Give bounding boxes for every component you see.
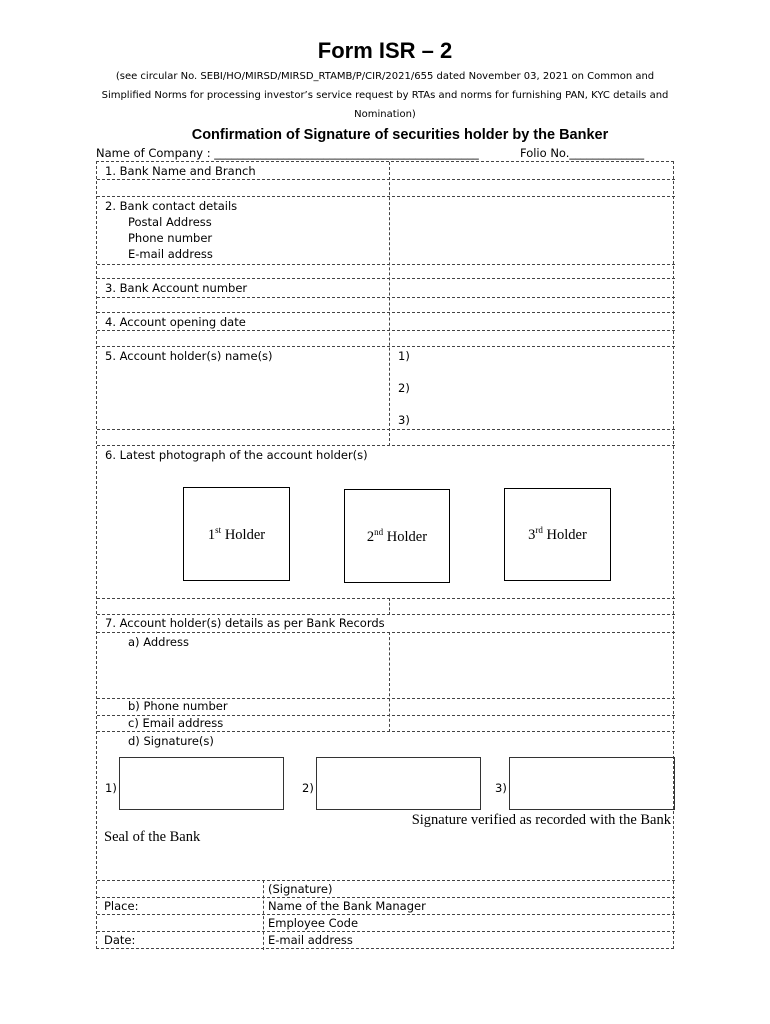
row-line xyxy=(97,914,675,915)
row-line xyxy=(97,346,675,347)
address-label: a) Address xyxy=(128,635,189,649)
account-number-label: 3. Bank Account number xyxy=(105,281,248,295)
bank-records-label: 7. Account holder(s) details as per Bank Records xyxy=(105,616,385,630)
holder-email-label: c) Email address xyxy=(128,716,224,730)
holder-name-1-field[interactable]: 1) xyxy=(398,349,410,363)
column-divider xyxy=(389,598,390,615)
company-line xyxy=(96,146,676,160)
signature-box-1[interactable] xyxy=(119,757,284,810)
folio-field[interactable]: Folio No._____________ xyxy=(520,146,645,160)
account-holder-names-label: 5. Account holder(s) name(s) xyxy=(105,349,273,363)
signature-2-label: 2) xyxy=(302,781,314,795)
banker-confirmation-form xyxy=(96,161,674,949)
row-line xyxy=(97,330,675,331)
photo-label-1: 1st Holder xyxy=(207,524,266,543)
bank-contact-label: 2. Bank contact details xyxy=(105,199,238,213)
row-line xyxy=(97,931,675,932)
row-line xyxy=(97,312,675,313)
row-line xyxy=(97,897,675,898)
photo-label-2: 2nd Holder xyxy=(366,526,428,545)
place-field[interactable]: Place: xyxy=(104,899,139,913)
row-line xyxy=(97,598,675,599)
signature-1-label: 1) xyxy=(105,781,117,795)
company-name-field[interactable]: Name of Company : ______________________________________________ xyxy=(96,146,479,160)
phone-number-label: Phone number xyxy=(128,231,213,245)
manager-signature-field[interactable]: (Signature) xyxy=(268,882,333,896)
manager-email-field[interactable]: E-mail address xyxy=(268,933,353,947)
signature-verified-text: Signature verified as recorded with the Bank xyxy=(411,812,671,828)
bank-name-label: 1. Bank Name and Branch xyxy=(105,164,256,178)
column-divider xyxy=(389,162,390,446)
bank-manager-name-field[interactable]: Name of the Bank Manager xyxy=(268,899,426,913)
email-address-label: E-mail address xyxy=(128,247,213,261)
signature-box-3[interactable] xyxy=(509,757,675,810)
account-opening-date-label: 4. Account opening date xyxy=(105,315,246,329)
photograph-label: 6. Latest photograph of the account holder(s) xyxy=(105,448,368,462)
row-line xyxy=(97,731,675,732)
row-line xyxy=(97,297,675,298)
row-line xyxy=(97,278,675,279)
bank-seal-label: Seal of the Bank xyxy=(104,829,201,845)
column-divider xyxy=(263,880,264,950)
row-line xyxy=(97,614,675,615)
photo-box-holder-3[interactable] xyxy=(504,488,611,581)
photo-box-holder-2[interactable] xyxy=(344,489,450,583)
signature-3-label: 3) xyxy=(495,781,507,795)
row-line xyxy=(97,179,675,180)
holder-name-2-field[interactable]: 2) xyxy=(398,381,410,395)
employee-code-field[interactable]: Employee Code xyxy=(268,916,359,930)
column-divider xyxy=(389,632,390,732)
photo-label-3: 3rd Holder xyxy=(528,525,587,543)
row-line xyxy=(97,264,675,265)
row-line xyxy=(97,632,675,633)
form-subtitle: Confirmation of Signature of securities holder by the Banker xyxy=(191,127,609,143)
photo-box-holder-1[interactable] xyxy=(183,487,290,581)
holder-name-3-field[interactable]: 3) xyxy=(398,413,410,427)
postal-address-label: Postal Address xyxy=(128,215,212,229)
row-line xyxy=(97,445,675,446)
circular-reference: (see circular No. SEBI/HO/MIRSD/MIRSD_RTAMB/P/CIR/2021/655 dated November 03, 2021 on Common and Simplified Norms for processing investor’s service request by RTAs and norms for furnishing PAN, KYC details and Nomination) xyxy=(101,71,669,120)
signature-box-2[interactable] xyxy=(316,757,481,810)
row-line xyxy=(97,429,675,430)
date-field[interactable]: Date: xyxy=(104,933,136,947)
form-title: Form ISR – 2 xyxy=(317,38,453,63)
row-line xyxy=(97,880,675,881)
signatures-label: d) Signature(s) xyxy=(128,734,214,748)
row-line xyxy=(97,196,675,197)
holder-phone-label: b) Phone number xyxy=(128,699,228,713)
